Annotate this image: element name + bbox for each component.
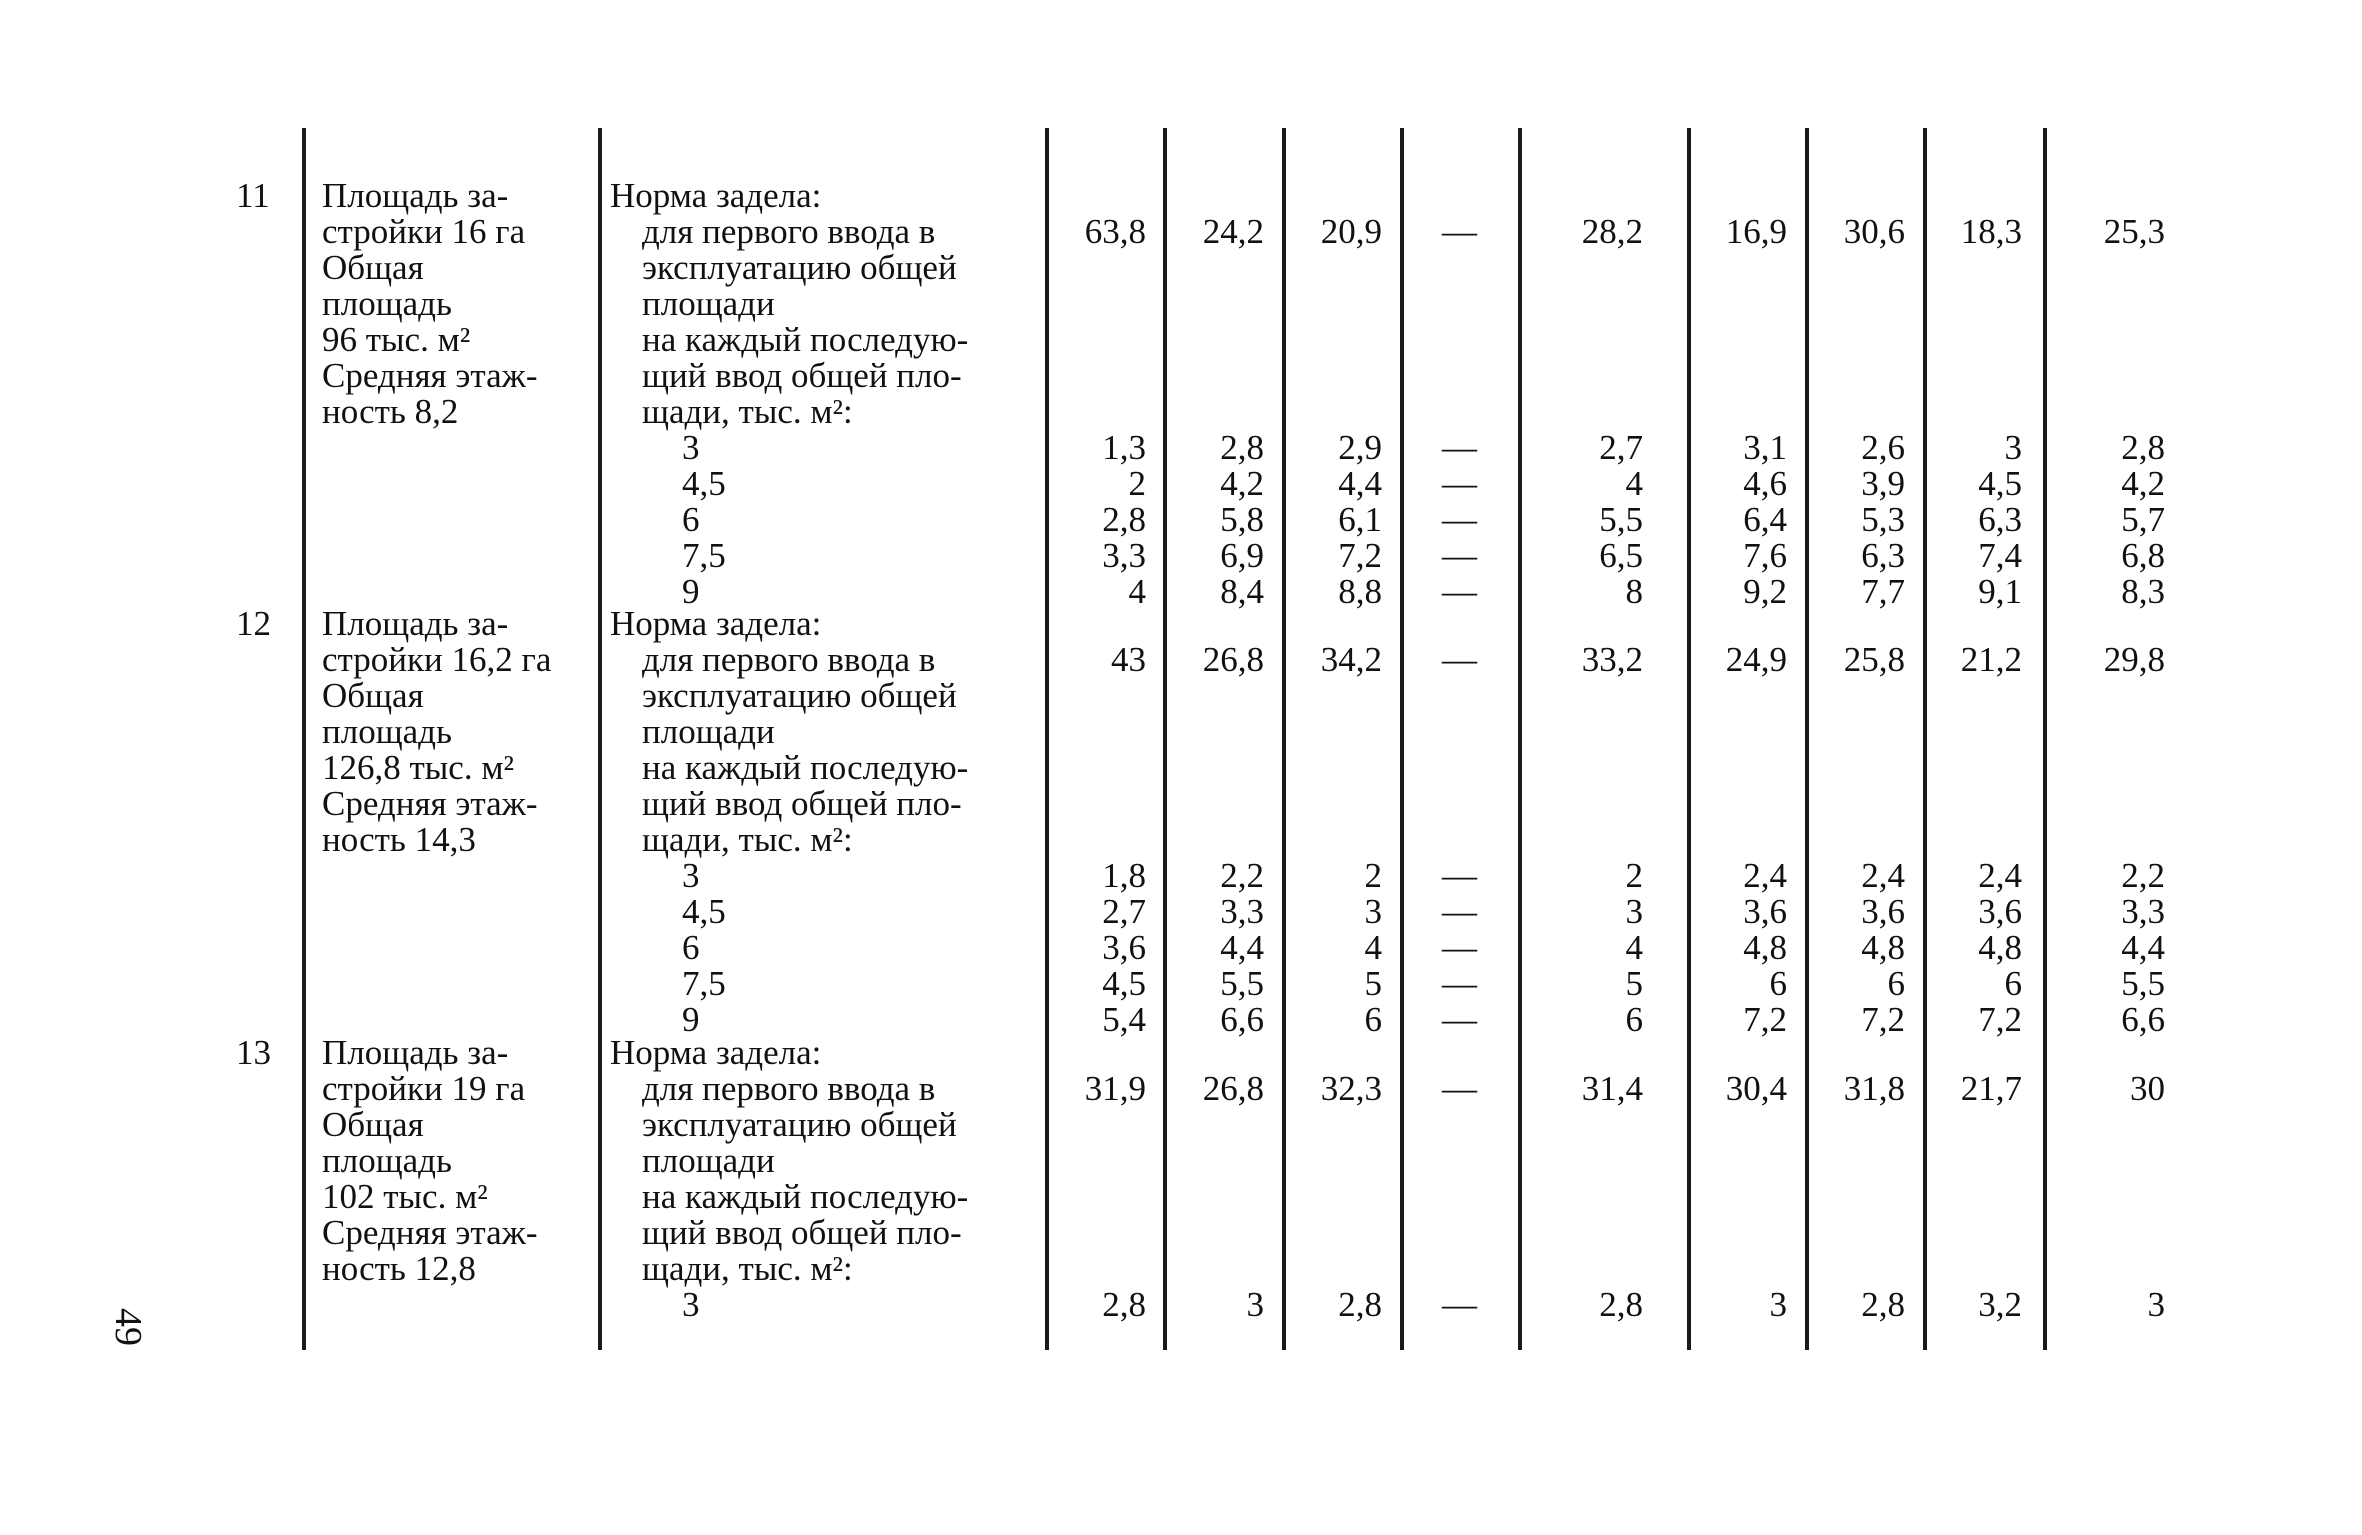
area-step-label: 7,5	[682, 536, 726, 575]
step-value: 6,1	[1338, 500, 1382, 539]
first-input-value: 26,8	[1202, 640, 1264, 679]
step-value: —	[1442, 500, 1477, 539]
first-input-value: 63,8	[1084, 212, 1146, 251]
step-value: 4,5	[1102, 964, 1146, 1003]
first-input-value: —	[1442, 212, 1477, 251]
next-input-label: щади, тыс. м²:	[642, 1249, 853, 1288]
column-rule	[598, 128, 602, 1350]
first-input-value: 25,8	[1843, 640, 1905, 679]
step-value: 3	[2004, 428, 2022, 467]
step-value: 6,3	[1861, 536, 1905, 575]
first-input-label: для первого ввода в	[642, 1069, 936, 1108]
next-input-label: на каждый последую-	[642, 748, 969, 787]
first-input-value: 21,2	[1960, 640, 2022, 679]
step-value: 3	[1625, 892, 1643, 931]
step-value: 4,6	[1743, 464, 1787, 503]
first-input-label: площади	[642, 284, 775, 323]
first-input-value: 31,9	[1084, 1069, 1146, 1108]
step-value: 6	[1364, 1000, 1382, 1039]
step-value: 8,3	[2121, 572, 2165, 611]
first-input-value: 25,3	[2103, 212, 2165, 251]
step-value: 2,8	[2121, 428, 2165, 467]
step-value: 3,3	[1102, 536, 1146, 575]
step-value: 1,3	[1102, 428, 1146, 467]
step-value: 1,8	[1102, 856, 1146, 895]
description-line: Средняя этаж-	[322, 784, 538, 823]
object-description	[322, 606, 551, 858]
step-value: 2,8	[1861, 1285, 1905, 1324]
step-value: 2,4	[1978, 856, 2022, 895]
norm-block	[610, 178, 968, 610]
step-value: 5,3	[1861, 500, 1905, 539]
description-line: Средняя этаж-	[322, 1213, 538, 1252]
first-input-value: 16,9	[1725, 212, 1787, 251]
column-rule	[1687, 128, 1691, 1350]
first-input-value: 20,9	[1320, 212, 1382, 251]
first-input-value: 43	[1111, 640, 1146, 679]
step-value: 3,6	[1861, 892, 1905, 931]
description-line: ность 8,2	[322, 392, 459, 431]
area-step-label: 6	[682, 928, 700, 967]
step-value: 7,2	[1978, 1000, 2022, 1039]
column-rule	[302, 128, 306, 1350]
step-value: —	[1442, 892, 1477, 931]
step-value: 8	[1625, 572, 1643, 611]
next-input-label: на каждый последую-	[642, 1177, 969, 1216]
first-input-label: площади	[642, 1141, 775, 1180]
area-step-label: 3	[682, 428, 700, 467]
first-input-label: площади	[642, 712, 775, 751]
step-value: 5	[1625, 964, 1643, 1003]
row-number: 11	[236, 176, 270, 215]
description-line: Площадь за-	[322, 1033, 509, 1072]
description-line: ность 12,8	[322, 1249, 476, 1288]
step-value: 8,4	[1220, 572, 1264, 611]
norm-label: Норма задела:	[610, 176, 822, 215]
step-value: 2,7	[1102, 892, 1146, 931]
step-value: 7,6	[1743, 536, 1787, 575]
step-value: 7,2	[1861, 1000, 1905, 1039]
first-input-value: 18,3	[1960, 212, 2022, 251]
area-step-label: 4,5	[682, 464, 726, 503]
step-value: 2	[1625, 856, 1643, 895]
step-value: 4,2	[1220, 464, 1264, 503]
description-line: стройки 16 га	[322, 212, 526, 251]
area-step-label: 9	[682, 572, 700, 611]
step-value: 4,4	[1220, 928, 1264, 967]
step-value: 2,8	[1220, 428, 1264, 467]
step-value: 5,4	[1102, 1000, 1146, 1039]
step-value: 6	[1769, 964, 1787, 1003]
step-value: 6,3	[1978, 500, 2022, 539]
step-value: 5	[1364, 964, 1382, 1003]
first-input-label: для первого ввода в	[642, 212, 936, 251]
step-value: 7,4	[1978, 536, 2022, 575]
first-input-label: эксплуатацию общей	[642, 676, 957, 715]
column-rule	[1400, 128, 1404, 1350]
norm-block	[610, 606, 968, 1038]
step-value: 2,2	[1220, 856, 1264, 895]
description-line: Общая	[322, 676, 424, 715]
first-input-label: для первого ввода в	[642, 640, 936, 679]
step-value: 3,1	[1743, 428, 1787, 467]
step-value: 8,8	[1338, 572, 1382, 611]
step-value: 4,8	[1743, 928, 1787, 967]
row-number: 12	[236, 604, 271, 643]
step-value: —	[1442, 464, 1477, 503]
object-description	[322, 1035, 538, 1287]
step-value: 2,6	[1861, 428, 1905, 467]
first-input-value: 30,4	[1725, 1069, 1787, 1108]
description-line: стройки 19 га	[322, 1069, 526, 1108]
step-value: —	[1442, 428, 1477, 467]
area-step-label: 4,5	[682, 892, 726, 931]
step-value: 5,5	[1220, 964, 1264, 1003]
description-line: Общая	[322, 248, 424, 287]
step-value: 3,6	[1978, 892, 2022, 931]
step-value: 2,4	[1861, 856, 1905, 895]
first-input-value: —	[1442, 1069, 1477, 1108]
step-value: —	[1442, 1285, 1477, 1324]
first-input-value: 24,9	[1725, 640, 1787, 679]
first-input-value: 28,2	[1581, 212, 1643, 251]
step-value: 5,5	[1599, 500, 1643, 539]
column-rule	[1923, 128, 1927, 1350]
description-line: Площадь за-	[322, 604, 509, 643]
first-input-value: 32,3	[1320, 1069, 1382, 1108]
next-input-label: щий ввод общей пло-	[642, 1213, 962, 1252]
step-value: 5,7	[2121, 500, 2165, 539]
step-value: 4	[1625, 928, 1643, 967]
column-rule	[1282, 128, 1286, 1350]
step-value: 3,3	[1220, 892, 1264, 931]
step-value: 2	[1128, 464, 1146, 503]
first-input-value: 26,8	[1202, 1069, 1264, 1108]
step-value: 5,5	[2121, 964, 2165, 1003]
first-input-value: 33,2	[1581, 640, 1643, 679]
description-line: площадь	[322, 284, 452, 323]
step-value: 3	[1769, 1285, 1787, 1324]
step-value: 3,3	[2121, 892, 2165, 931]
first-input-value: 30,6	[1843, 212, 1905, 251]
step-value: 2	[1364, 856, 1382, 895]
description-line: 126,8 тыс. м²	[322, 748, 514, 787]
object-description	[322, 178, 538, 430]
step-value: —	[1442, 964, 1477, 1003]
step-value: 9,2	[1743, 572, 1787, 611]
step-value: 2,8	[1102, 500, 1146, 539]
step-value: 2,2	[2121, 856, 2165, 895]
next-input-label: щади, тыс. м²:	[642, 820, 853, 859]
step-value: —	[1442, 856, 1477, 895]
column-rule	[2043, 128, 2047, 1350]
step-value: 2,7	[1599, 428, 1643, 467]
first-input-label: эксплуатацию общей	[642, 1105, 957, 1144]
norm-label: Норма задела:	[610, 604, 822, 643]
norm-block	[610, 1035, 968, 1323]
norm-label: Норма задела:	[610, 1033, 822, 1072]
page-number: 49	[107, 1308, 149, 1346]
step-value: 5,8	[1220, 500, 1264, 539]
step-value: —	[1442, 572, 1477, 611]
step-value: 3,2	[1978, 1285, 2022, 1324]
first-input-value: 31,4	[1581, 1069, 1643, 1108]
first-input-value: 31,8	[1843, 1069, 1905, 1108]
step-value: —	[1442, 928, 1477, 967]
area-step-label: 3	[682, 856, 700, 895]
first-input-value: 30	[2130, 1069, 2165, 1108]
next-input-label: щий ввод общей пло-	[642, 356, 962, 395]
step-value: 6,4	[1743, 500, 1787, 539]
description-line: 96 тыс. м²	[322, 320, 471, 359]
description-line: Средняя этаж-	[322, 356, 538, 395]
step-value: 6	[1625, 1000, 1643, 1039]
description-line: площадь	[322, 712, 452, 751]
description-line: 102 тыс. м²	[322, 1177, 488, 1216]
step-value: 6	[1887, 964, 1905, 1003]
step-value: 6,8	[2121, 536, 2165, 575]
step-value: —	[1442, 1000, 1477, 1039]
next-input-label: на каждый последую-	[642, 320, 969, 359]
step-value: 3	[2147, 1285, 2165, 1324]
step-value: 6,6	[1220, 1000, 1264, 1039]
step-value: 7,2	[1338, 536, 1382, 575]
step-value: 6	[2004, 964, 2022, 1003]
step-value: 3	[1246, 1285, 1264, 1324]
step-value: 2,4	[1743, 856, 1787, 895]
step-value: 2,8	[1599, 1285, 1643, 1324]
step-value: 7,7	[1861, 572, 1905, 611]
step-value: 4,4	[1338, 464, 1382, 503]
step-value: 4,8	[1861, 928, 1905, 967]
step-value: 4,8	[1978, 928, 2022, 967]
step-value: 2,8	[1338, 1285, 1382, 1324]
description-line: Общая	[322, 1105, 424, 1144]
description-line: стройки 16,2 га	[322, 640, 552, 679]
step-value: 3,6	[1102, 928, 1146, 967]
column-rule	[1045, 128, 1049, 1350]
step-value: 4,2	[2121, 464, 2165, 503]
step-value: —	[1442, 536, 1477, 575]
description-line: Площадь за-	[322, 176, 509, 215]
step-value: 4	[1128, 572, 1146, 611]
first-input-label: эксплуатацию общей	[642, 248, 957, 287]
first-input-value: —	[1442, 640, 1477, 679]
first-input-value: 29,8	[2103, 640, 2165, 679]
step-value: 3,9	[1861, 464, 1905, 503]
step-value: 2,8	[1102, 1285, 1146, 1324]
step-value: 4,5	[1978, 464, 2022, 503]
step-value: 4,4	[2121, 928, 2165, 967]
step-value: 6,6	[2121, 1000, 2165, 1039]
area-step-label: 3	[682, 1285, 700, 1324]
area-step-label: 9	[682, 1000, 700, 1039]
step-value: 6,9	[1220, 536, 1264, 575]
column-rule	[1805, 128, 1809, 1350]
step-value: 9,1	[1978, 572, 2022, 611]
step-value: 6,5	[1599, 536, 1643, 575]
next-input-label: щий ввод общей пло-	[642, 784, 962, 823]
step-value: 3	[1364, 892, 1382, 931]
row-number: 13	[236, 1033, 271, 1072]
description-line: площадь	[322, 1141, 452, 1180]
area-step-label: 6	[682, 500, 700, 539]
column-rule	[1518, 128, 1522, 1350]
description-line: ность 14,3	[322, 820, 476, 859]
first-input-value: 24,2	[1202, 212, 1264, 251]
next-input-label: щади, тыс. м²:	[642, 392, 853, 431]
first-input-value: 21,7	[1960, 1069, 2022, 1108]
step-value: 2,9	[1338, 428, 1382, 467]
step-value: 7,2	[1743, 1000, 1787, 1039]
step-value: 4	[1364, 928, 1382, 967]
column-rule	[1163, 128, 1167, 1350]
step-value: 3,6	[1743, 892, 1787, 931]
area-step-label: 7,5	[682, 964, 726, 1003]
first-input-value: 34,2	[1320, 640, 1382, 679]
step-value: 4	[1625, 464, 1643, 503]
